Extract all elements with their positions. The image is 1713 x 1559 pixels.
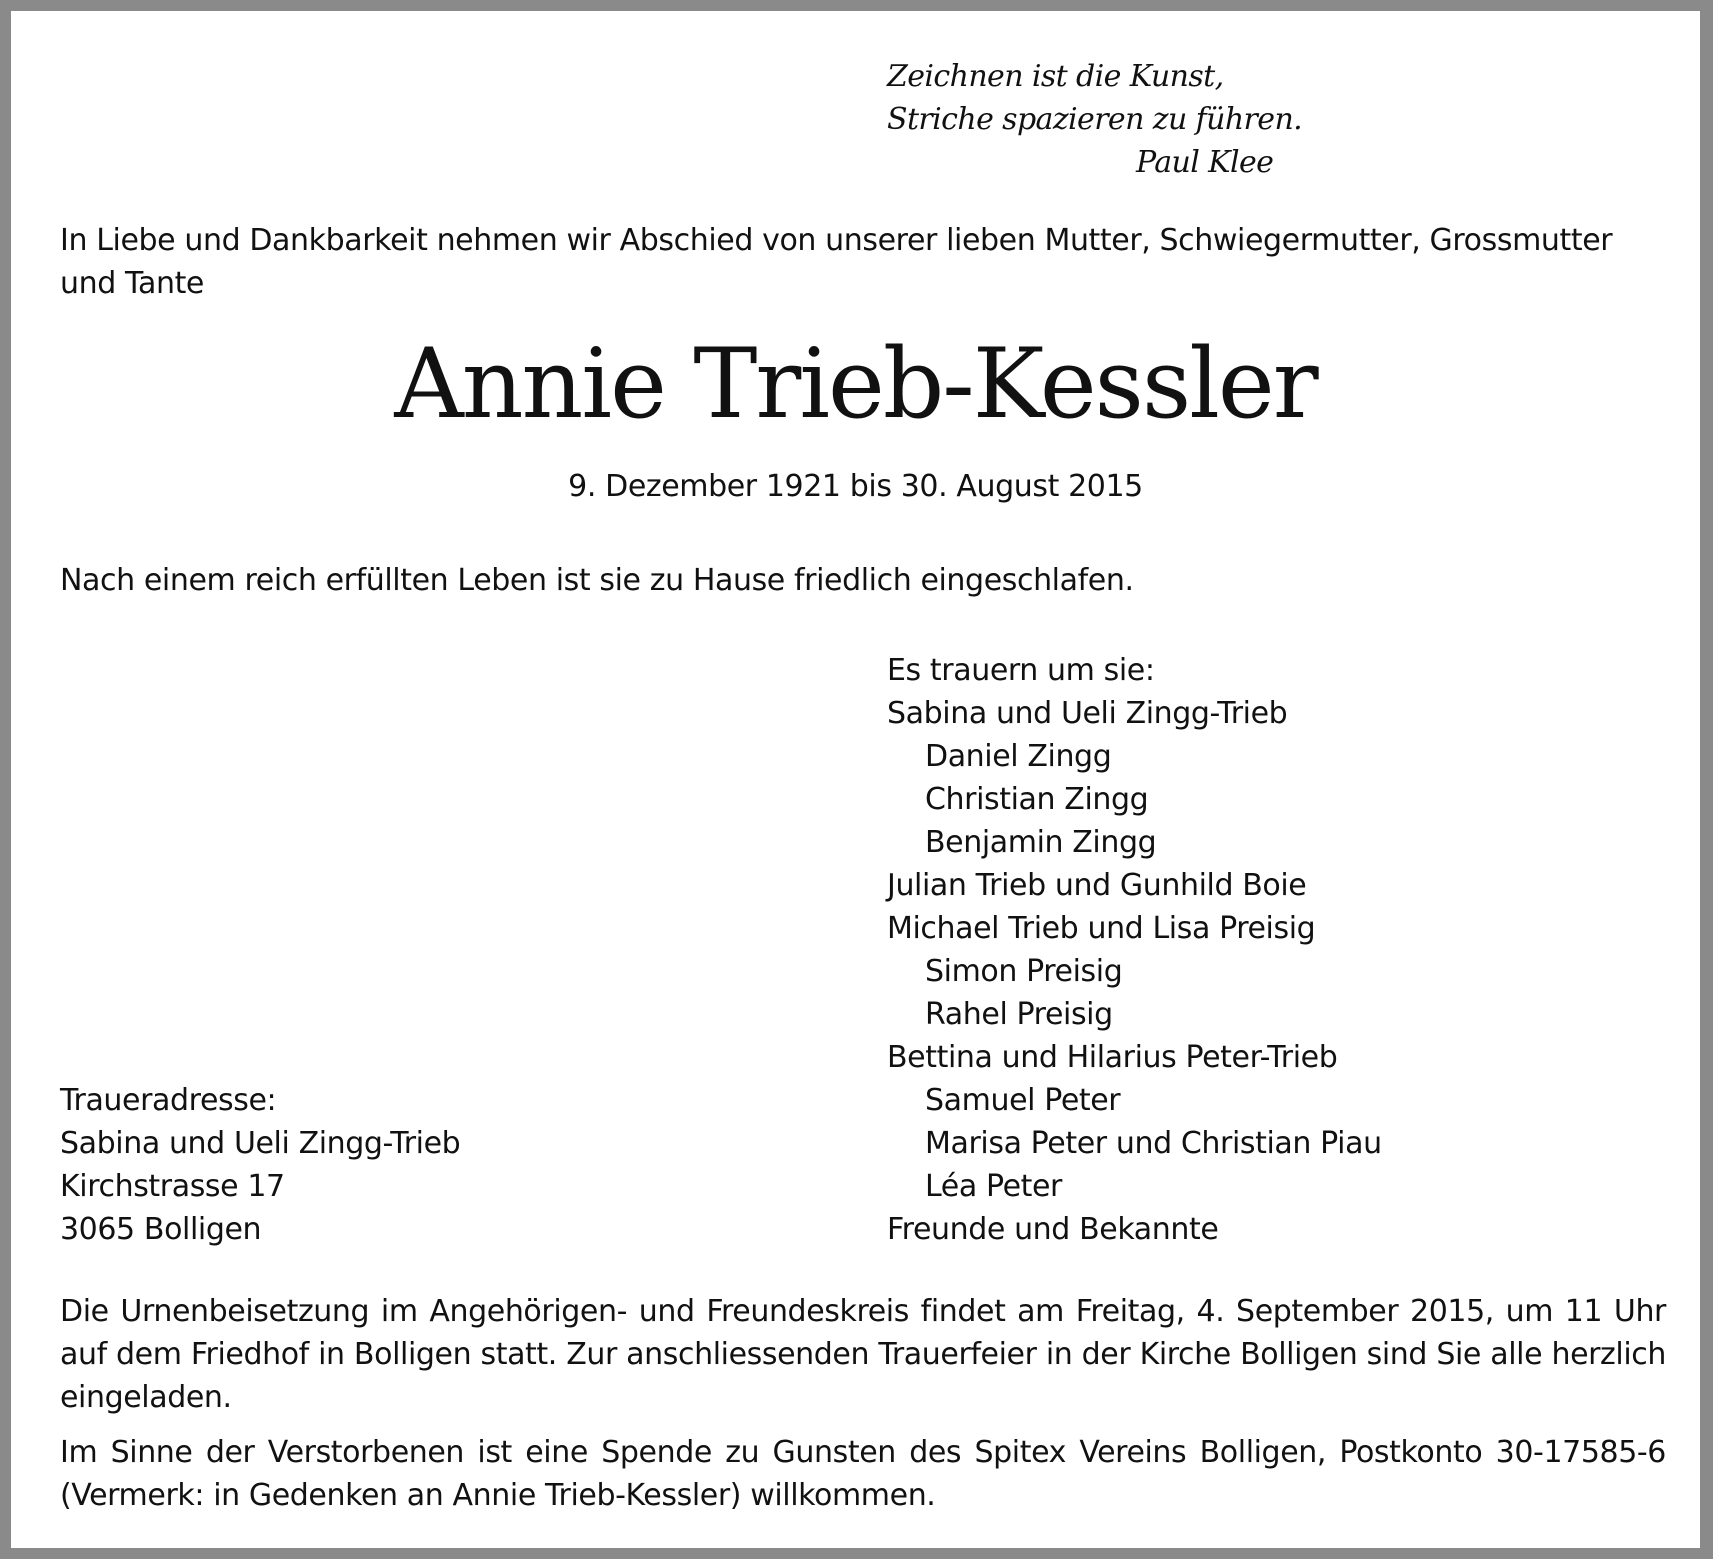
mourner-line: Daniel Zingg — [925, 739, 1112, 774]
mourner-line: Marisa Peter und Christian Piau — [925, 1126, 1382, 1161]
quote-line-1: Zeichnen ist die Kunst, — [887, 59, 1224, 94]
mourner-line: Sabina und Ueli Zingg-Trieb — [887, 696, 1288, 731]
mourner-line: Samuel Peter — [925, 1083, 1121, 1118]
mourning-address — [60, 1079, 460, 1251]
epigraph-quote — [887, 55, 1302, 184]
quote-line-2: Striche spazieren zu führen. — [887, 102, 1303, 137]
quote-author: Paul Klee — [1136, 145, 1274, 180]
mourner-line: Michael Trieb und Lisa Preisig — [887, 911, 1316, 946]
mourner-line: Freunde und Bekannte — [887, 1212, 1219, 1247]
mourners-heading: Es trauern um sie: — [887, 653, 1155, 688]
address-street: Kirchstrasse 17 — [60, 1169, 285, 1204]
statement-text: Nach einem reich erfüllten Leben ist sie zu Hause friedlich eingeschlafen. — [60, 563, 1134, 598]
mourners-list — [887, 649, 1382, 1251]
address-heading: Traueradresse: — [60, 1083, 277, 1118]
mourner-line: Rahel Preisig — [925, 997, 1113, 1032]
donation-paragraph: Im Sinne der Verstorbenen ist eine Spende zu Gunsten des Spitex Vereins Bolligen, Postkonto 30-17585-6 (Vermerk: in Gedenken an Annie Trieb-Kessler) willkommen. — [60, 1435, 1666, 1513]
address-city: 3065 Bolligen — [60, 1212, 262, 1247]
obituary-page — [11, 11, 1700, 1548]
ceremony-paragraph: Die Urnenbeisetzung im Angehörigen- und Freundeskreis findet am Freitag, 4. September 2015, um 11 Uhr auf dem Friedhof in Bolligen statt. Zur anschliessenden Trauerfeier in der Kirche Bolligen sind Sie alle herzlich eingeladen. — [60, 1294, 1666, 1415]
mourner-line: Bettina und Hilarius Peter-Trieb — [887, 1040, 1338, 1075]
intro-text: In Liebe und Dankbarkeit nehmen wir Abschied von unserer lieben Mutter, Schwiegermutter, Grossmutter und Tante — [60, 223, 1613, 301]
mourner-line: Christian Zingg — [925, 782, 1149, 817]
deceased-name: Annie Trieb-Kessler — [394, 328, 1317, 440]
life-dates: 9. Dezember 1921 bis 30. August 2015 — [568, 469, 1143, 504]
mourner-line: Benjamin Zingg — [925, 825, 1157, 860]
mourner-line: Julian Trieb und Gunhild Boie — [887, 868, 1307, 903]
mourner-line: Simon Preisig — [925, 954, 1123, 989]
mourner-line: Léa Peter — [925, 1169, 1062, 1204]
address-name: Sabina und Ueli Zingg-Trieb — [60, 1126, 461, 1161]
